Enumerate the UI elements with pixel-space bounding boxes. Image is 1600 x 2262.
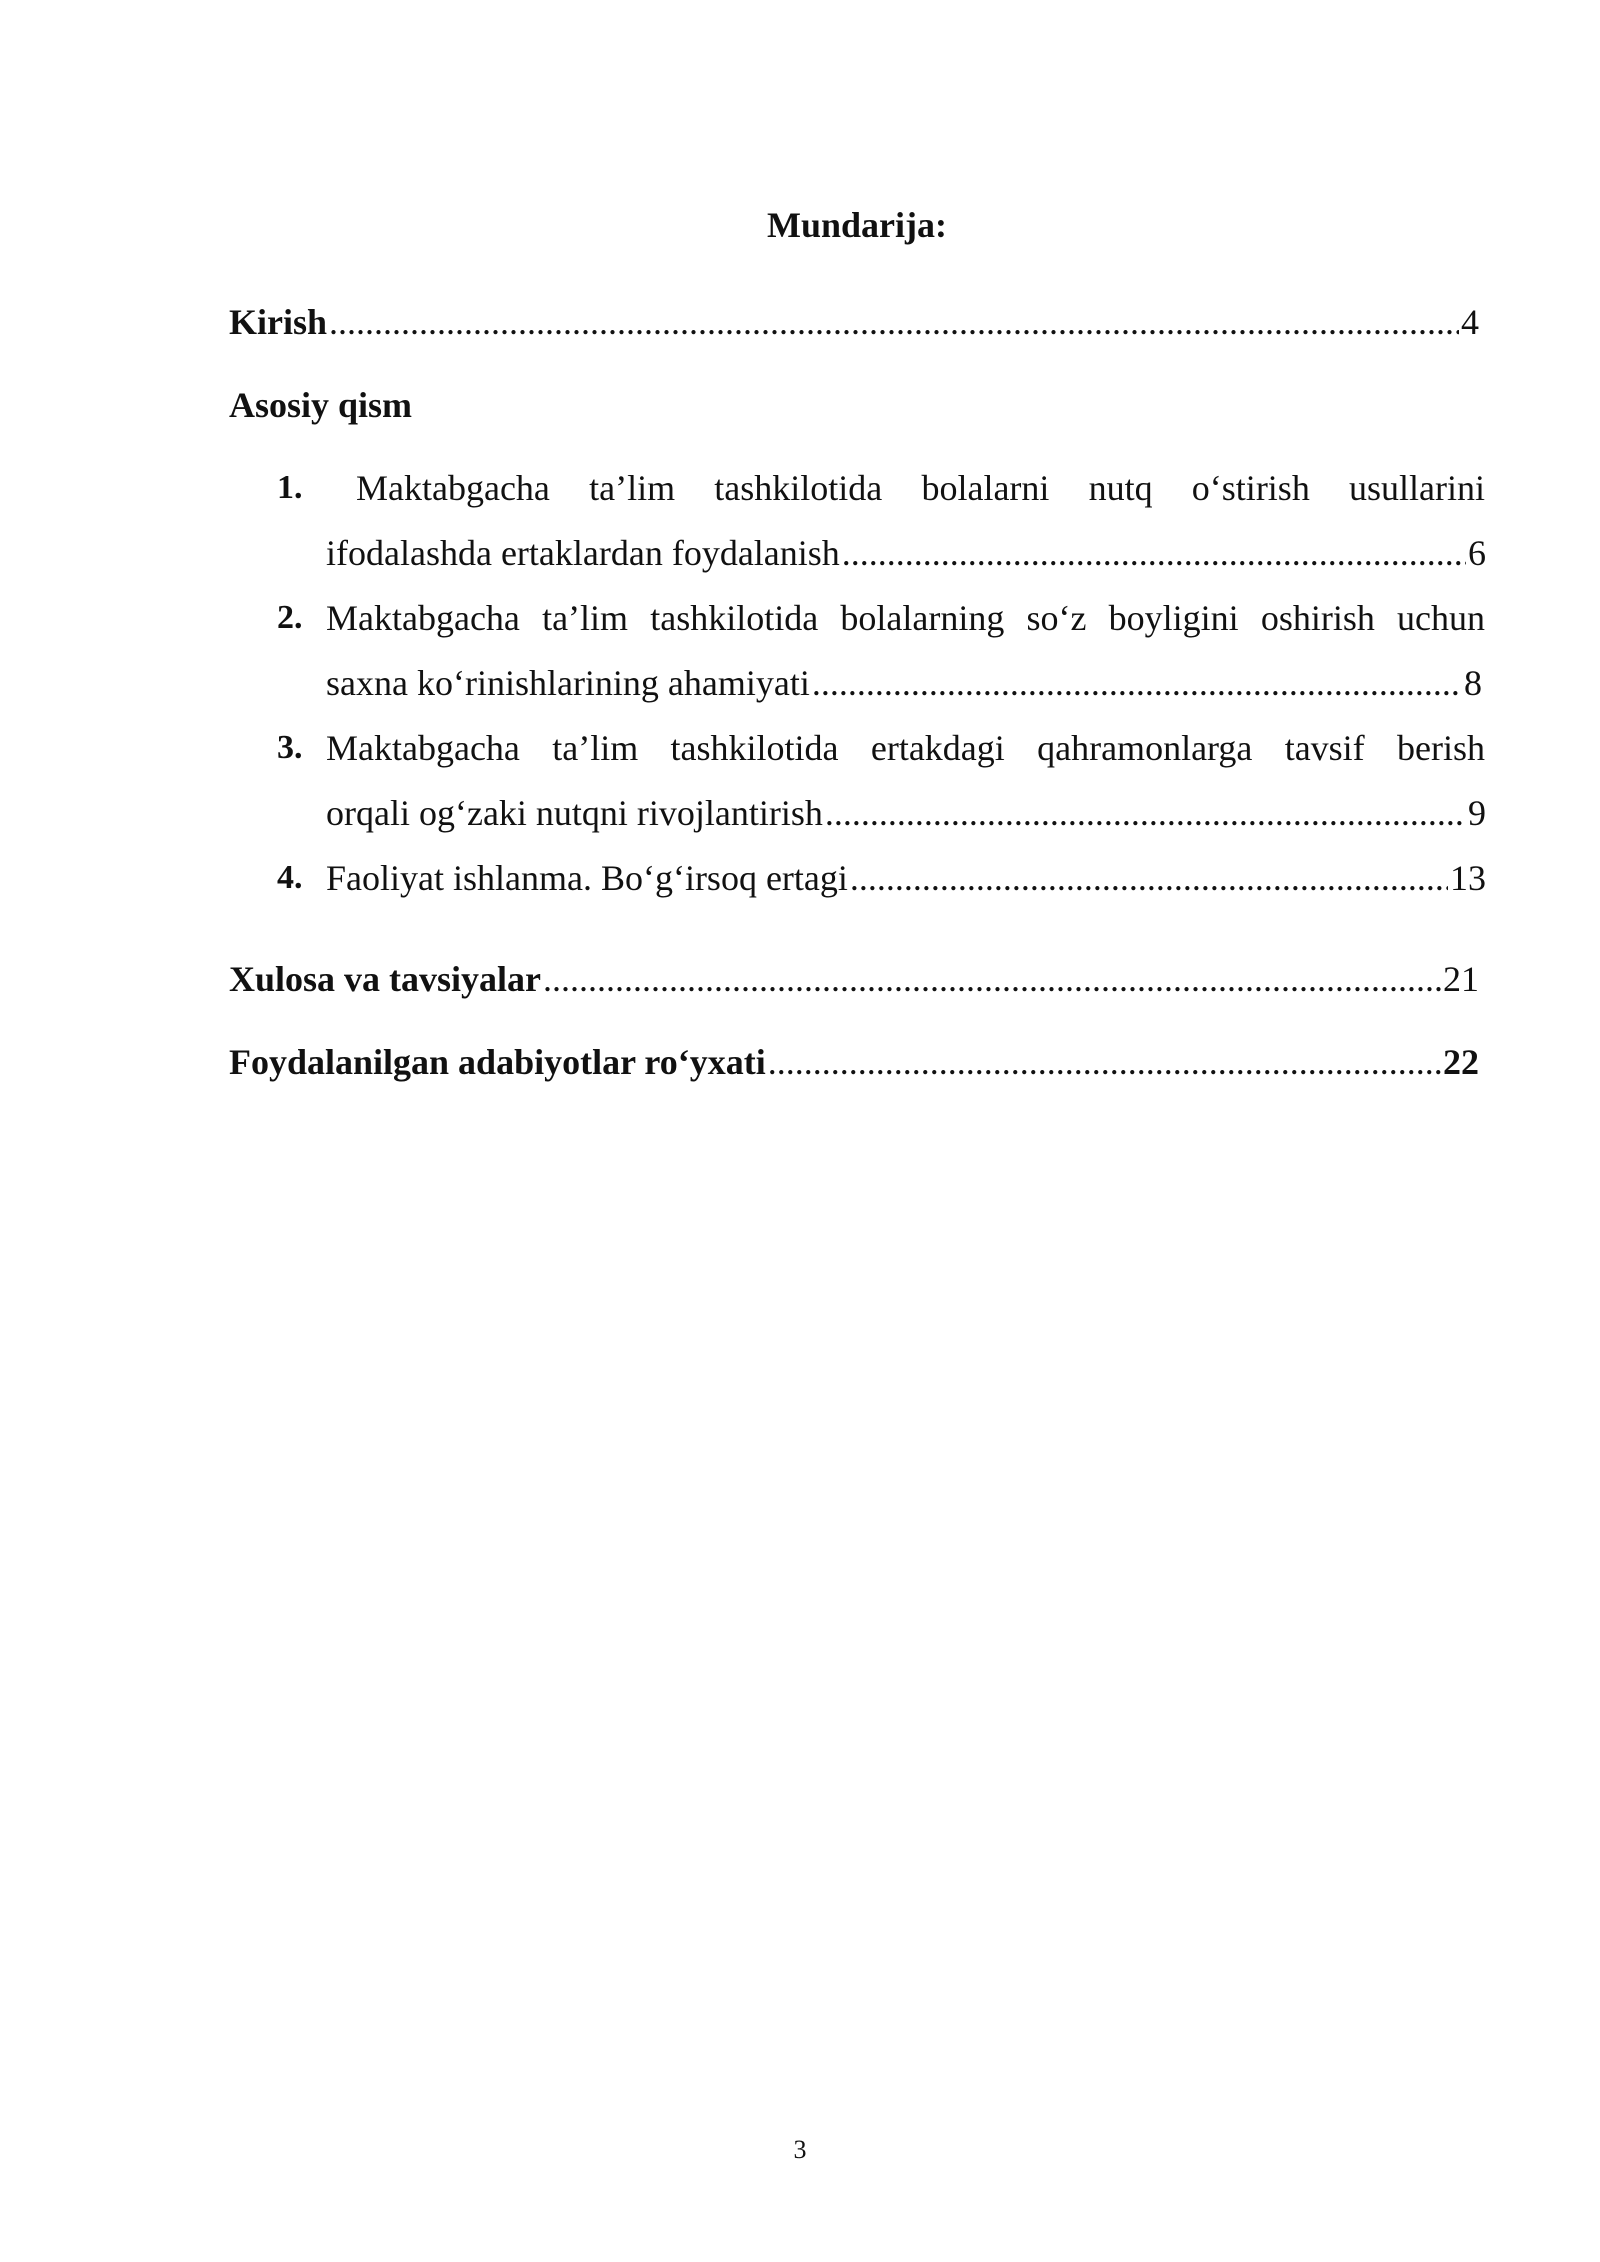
toc-entry-label: saxna ko‘rinishlarining ahamiyati <box>326 663 810 703</box>
page-title: Mundarija: <box>767 205 947 245</box>
toc-item-number: 4. <box>277 859 303 896</box>
toc-entry-item-2 <box>326 661 1482 705</box>
toc-entry-label: Xulosa va tavsiyalar <box>229 959 542 999</box>
dot-leader <box>842 531 1466 575</box>
dot-leader <box>329 300 1459 344</box>
toc-item-number: 2. <box>277 599 303 636</box>
toc-page-number: 21 <box>1443 959 1479 999</box>
toc-entry-conclusion <box>229 957 1479 1001</box>
toc-entry-intro <box>229 300 1479 344</box>
dot-leader <box>812 661 1462 705</box>
toc-entry-item-4 <box>326 856 1486 900</box>
toc-page-number: 9 <box>1468 793 1486 833</box>
toc-entry-label: ifodalashda ertaklardan foydalanish <box>326 533 840 573</box>
dot-leader <box>543 957 1441 1001</box>
toc-page-number: 8 <box>1464 663 1482 703</box>
toc-entry-label: orqali og‘zaki nutqni rivojlantirish <box>326 793 823 833</box>
toc-page-number: 22 <box>1443 1042 1479 1082</box>
dot-leader <box>850 856 1448 900</box>
toc-item-number: 3. <box>277 729 303 766</box>
section-heading-main: Asosiy qism <box>229 385 413 425</box>
toc-entry-item-1 <box>326 531 1486 575</box>
toc-item-number: 1. <box>277 469 303 506</box>
page-number: 3 <box>793 2135 807 2164</box>
toc-entry-label: Kirish <box>229 302 328 342</box>
toc-page-number: 13 <box>1450 858 1486 898</box>
toc-page-number: 4 <box>1461 302 1479 342</box>
toc-item-text: Maktabgacha ta’lim tashkilotida bolalarni nutq o‘stirish usullarini <box>356 468 1485 508</box>
dot-leader <box>825 791 1466 835</box>
toc-entry-label: Foydalanilgan adabiyotlar ro‘yxati <box>229 1042 766 1082</box>
toc-item-text: Maktabgacha ta’lim tashkilotida bolalarning so‘z boyligini oshirish uchun <box>326 598 1485 638</box>
toc-page-number: 6 <box>1468 533 1486 573</box>
toc-entry-item-3 <box>326 791 1486 835</box>
dot-leader <box>768 1040 1441 1084</box>
toc-entry-label: Faoliyat ishlanma. Bo‘g‘irsoq ertagi <box>326 858 848 898</box>
toc-entry-references <box>229 1040 1479 1084</box>
toc-item-text: Maktabgacha ta’lim tashkilotida ertakdagi qahramonlarga tavsif berish <box>326 728 1485 768</box>
